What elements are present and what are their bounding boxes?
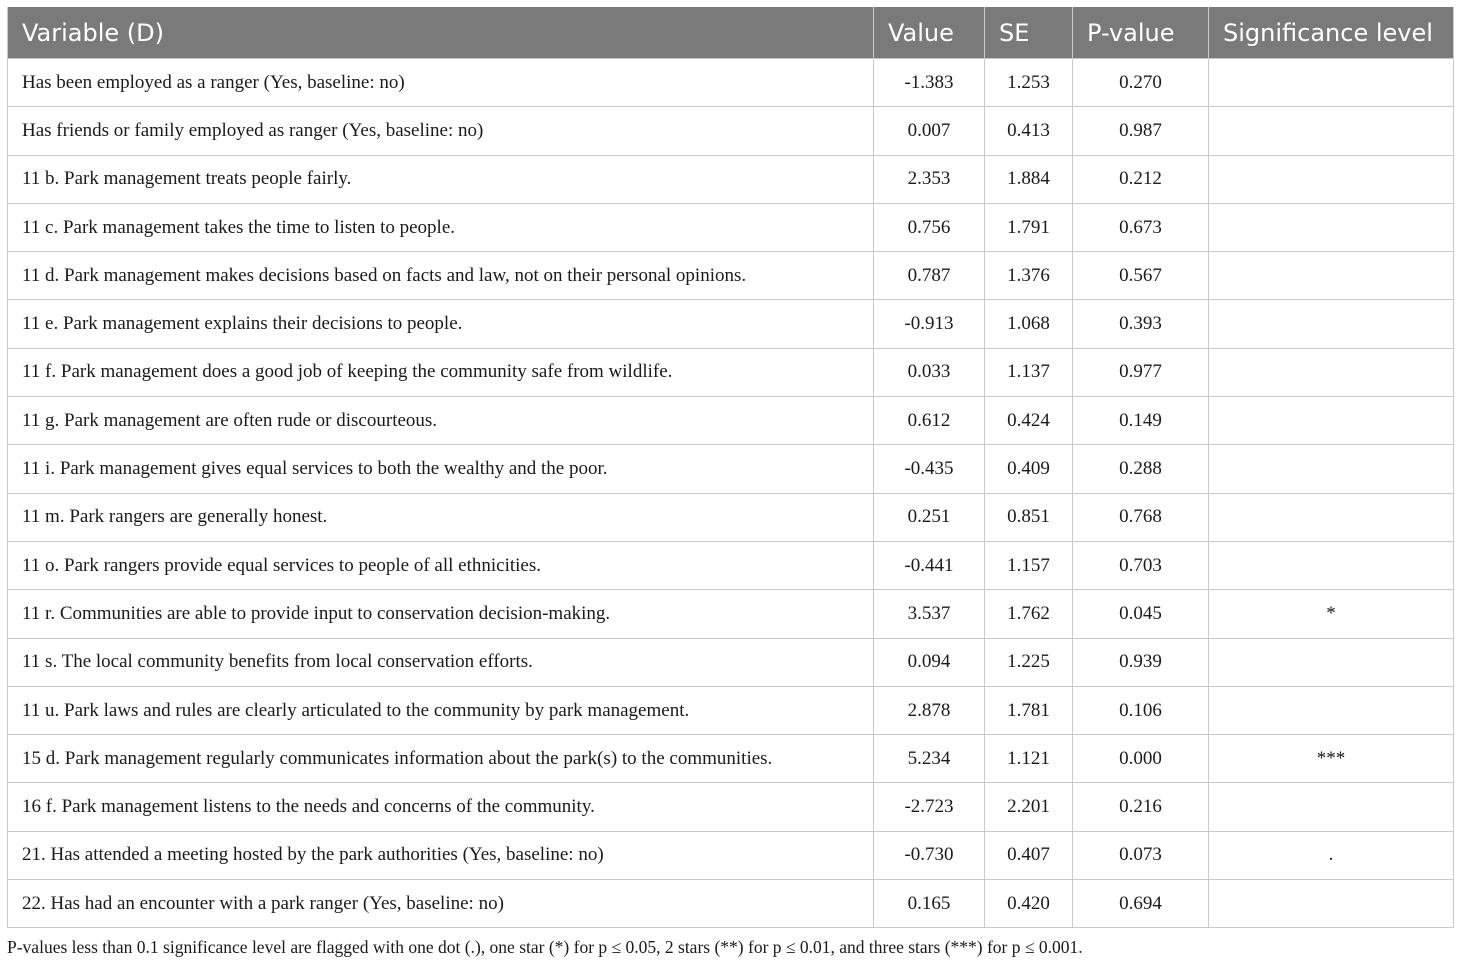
cell-value: 0.251 bbox=[874, 493, 985, 541]
cell-p-value: 0.393 bbox=[1073, 300, 1209, 348]
cell-significance bbox=[1209, 638, 1454, 686]
table-row bbox=[8, 493, 1454, 541]
table-row bbox=[8, 107, 1454, 155]
cell-value: 3.537 bbox=[874, 590, 985, 638]
table-row bbox=[8, 445, 1454, 493]
cell-significance bbox=[1209, 252, 1454, 300]
table-row bbox=[8, 831, 1454, 879]
cell-value: 2.878 bbox=[874, 686, 985, 734]
cell-p-value: 0.288 bbox=[1073, 445, 1209, 493]
header-significance: Significance level bbox=[1209, 7, 1454, 59]
cell-p-value: 0.000 bbox=[1073, 735, 1209, 783]
cell-value: 5.234 bbox=[874, 735, 985, 783]
cell-value: -0.435 bbox=[874, 445, 985, 493]
table-row bbox=[8, 783, 1454, 831]
cell-se: 1.253 bbox=[985, 59, 1073, 107]
table-row bbox=[8, 541, 1454, 589]
cell-p-value: 0.703 bbox=[1073, 541, 1209, 589]
results-table bbox=[7, 7, 1454, 928]
cell-value: -0.913 bbox=[874, 300, 985, 348]
header-row bbox=[8, 7, 1454, 59]
cell-value: 2.353 bbox=[874, 155, 985, 203]
cell-se: 1.884 bbox=[985, 155, 1073, 203]
cell-p-value: 0.567 bbox=[1073, 252, 1209, 300]
cell-se: 0.407 bbox=[985, 831, 1073, 879]
table-body bbox=[8, 59, 1454, 928]
cell-se: 1.376 bbox=[985, 252, 1073, 300]
table-row bbox=[8, 203, 1454, 251]
cell-p-value: 0.106 bbox=[1073, 686, 1209, 734]
cell-variable: 11 b. Park management treats people fairly. bbox=[8, 155, 874, 203]
cell-value: 0.094 bbox=[874, 638, 985, 686]
cell-significance: . bbox=[1209, 831, 1454, 879]
table-row bbox=[8, 397, 1454, 445]
cell-significance bbox=[1209, 348, 1454, 396]
cell-se: 1.762 bbox=[985, 590, 1073, 638]
cell-variable: 22. Has had an encounter with a park ranger (Yes, baseline: no) bbox=[8, 880, 874, 928]
table-row bbox=[8, 155, 1454, 203]
cell-p-value: 0.045 bbox=[1073, 590, 1209, 638]
table-row bbox=[8, 880, 1454, 928]
cell-variable: 11 s. The local community benefits from local conservation efforts. bbox=[8, 638, 874, 686]
cell-value: 0.165 bbox=[874, 880, 985, 928]
cell-se: 2.201 bbox=[985, 783, 1073, 831]
cell-value: 0.612 bbox=[874, 397, 985, 445]
cell-value: -0.441 bbox=[874, 541, 985, 589]
cell-significance bbox=[1209, 541, 1454, 589]
table-footnote: P-values less than 0.1 significance level are flagged with one dot (.), one star (*) for p ≤ 0.05, 2 stars (**) for p ≤ 0.01, and three stars (***) for p ≤ 0.001. bbox=[7, 937, 1083, 957]
cell-variable: 11 m. Park rangers are generally honest. bbox=[8, 493, 874, 541]
cell-p-value: 0.212 bbox=[1073, 155, 1209, 203]
cell-p-value: 0.073 bbox=[1073, 831, 1209, 879]
cell-se: 1.225 bbox=[985, 638, 1073, 686]
header-value: Value bbox=[874, 7, 985, 59]
cell-value: -1.383 bbox=[874, 59, 985, 107]
cell-p-value: 0.987 bbox=[1073, 107, 1209, 155]
cell-significance bbox=[1209, 59, 1454, 107]
table-header bbox=[8, 7, 1454, 59]
cell-p-value: 0.977 bbox=[1073, 348, 1209, 396]
cell-significance bbox=[1209, 880, 1454, 928]
table-row bbox=[8, 735, 1454, 783]
cell-p-value: 0.216 bbox=[1073, 783, 1209, 831]
cell-se: 1.137 bbox=[985, 348, 1073, 396]
table-row bbox=[8, 59, 1454, 107]
table-row bbox=[8, 252, 1454, 300]
cell-se: 1.791 bbox=[985, 203, 1073, 251]
cell-se: 0.413 bbox=[985, 107, 1073, 155]
cell-p-value: 0.939 bbox=[1073, 638, 1209, 686]
table-row bbox=[8, 300, 1454, 348]
cell-p-value: 0.149 bbox=[1073, 397, 1209, 445]
cell-p-value: 0.270 bbox=[1073, 59, 1209, 107]
table-row bbox=[8, 638, 1454, 686]
cell-se: 1.157 bbox=[985, 541, 1073, 589]
cell-value: 0.787 bbox=[874, 252, 985, 300]
cell-variable: 11 d. Park management makes decisions based on facts and law, not on their personal opinions. bbox=[8, 252, 874, 300]
header-se: SE bbox=[985, 7, 1073, 59]
cell-significance bbox=[1209, 155, 1454, 203]
cell-significance bbox=[1209, 203, 1454, 251]
cell-value: 0.007 bbox=[874, 107, 985, 155]
cell-significance: * bbox=[1209, 590, 1454, 638]
cell-variable: 11 c. Park management takes the time to listen to people. bbox=[8, 203, 874, 251]
cell-variable: 11 f. Park management does a good job of keeping the community safe from wildlife. bbox=[8, 348, 874, 396]
cell-se: 0.409 bbox=[985, 445, 1073, 493]
cell-significance bbox=[1209, 783, 1454, 831]
cell-variable: 11 o. Park rangers provide equal services to people of all ethnicities. bbox=[8, 541, 874, 589]
cell-value: -2.723 bbox=[874, 783, 985, 831]
header-p-value: P-value bbox=[1073, 7, 1209, 59]
cell-variable: Has been employed as a ranger (Yes, baseline: no) bbox=[8, 59, 874, 107]
cell-value: -0.730 bbox=[874, 831, 985, 879]
cell-se: 0.851 bbox=[985, 493, 1073, 541]
cell-variable: 11 r. Communities are able to provide input to conservation decision-making. bbox=[8, 590, 874, 638]
cell-variable: Has friends or family employed as ranger (Yes, baseline: no) bbox=[8, 107, 874, 155]
cell-p-value: 0.768 bbox=[1073, 493, 1209, 541]
cell-se: 1.121 bbox=[985, 735, 1073, 783]
table-row bbox=[8, 348, 1454, 396]
cell-value: 0.756 bbox=[874, 203, 985, 251]
cell-significance bbox=[1209, 445, 1454, 493]
cell-significance: *** bbox=[1209, 735, 1454, 783]
cell-significance bbox=[1209, 686, 1454, 734]
table-row bbox=[8, 590, 1454, 638]
cell-significance bbox=[1209, 107, 1454, 155]
cell-variable: 11 i. Park management gives equal services to both the wealthy and the poor. bbox=[8, 445, 874, 493]
cell-p-value: 0.673 bbox=[1073, 203, 1209, 251]
cell-significance bbox=[1209, 397, 1454, 445]
cell-se: 0.420 bbox=[985, 880, 1073, 928]
cell-variable: 21. Has attended a meeting hosted by the park authorities (Yes, baseline: no) bbox=[8, 831, 874, 879]
cell-variable: 15 d. Park management regularly communicates information about the park(s) to the communities. bbox=[8, 735, 874, 783]
cell-variable: 16 f. Park management listens to the needs and concerns of the community. bbox=[8, 783, 874, 831]
cell-variable: 11 g. Park management are often rude or discourteous. bbox=[8, 397, 874, 445]
header-variable: Variable (D) bbox=[8, 7, 874, 59]
cell-se: 1.781 bbox=[985, 686, 1073, 734]
table-row bbox=[8, 686, 1454, 734]
cell-se: 0.424 bbox=[985, 397, 1073, 445]
cell-significance bbox=[1209, 300, 1454, 348]
cell-value: 0.033 bbox=[874, 348, 985, 396]
cell-variable: 11 e. Park management explains their decisions to people. bbox=[8, 300, 874, 348]
cell-variable: 11 u. Park laws and rules are clearly articulated to the community by park management. bbox=[8, 686, 874, 734]
cell-se: 1.068 bbox=[985, 300, 1073, 348]
cell-significance bbox=[1209, 493, 1454, 541]
cell-p-value: 0.694 bbox=[1073, 880, 1209, 928]
